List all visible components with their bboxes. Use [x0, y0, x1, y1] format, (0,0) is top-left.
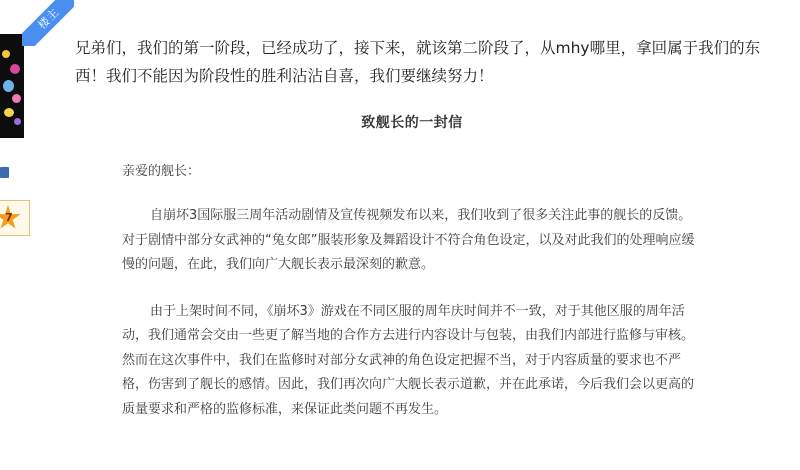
letter-title: 致舰长的一封信 [361, 115, 463, 131]
user-level-number: 7 [5, 211, 13, 224]
avatar-decoration [4, 108, 14, 117]
letter-paragraph: 由于上架时间不同，《崩坏3》游戏在不同区服的周年庆时间并不一致，对于其他区服的周年活动，我们通常会交由一些更了解当地的合作方去进行内容设计与包装，由我们内部进行监修与审核。然而在这次事件中，我们在监修时对部分女武神的角色设定把握不当，对于内容质量的要求也不严格，伤害到了舰长的感情。因此，我们再次向广大舰长表示道歉，并在此承诺，今后我们会以更高的质量要求和严格的监修标准，来保证此类问题不再发生。 [122, 303, 695, 417]
avatar-decoration [2, 50, 10, 58]
letter-paragraph: 自崩坏3国际服三周年活动剧情及宣传视频发布以来，我们收到了很多关注此事的舰长的反馈。对于剧情中部分女武神的“兔女郎”服装形象及舞蹈设计不符合角色设定，以及对此我们的处理响应缓慢的问题，在此，我们向广大舰长表示最深刻的歉意。 [122, 208, 695, 272]
floor-host-ribbon [22, 0, 74, 46]
user-info-sidebar [0, 0, 44, 470]
user-avatar[interactable] [0, 34, 24, 138]
avatar-decoration [14, 118, 21, 125]
member-badge-icon[interactable] [0, 167, 9, 178]
floor-host-label: 楼主 [22, 0, 74, 46]
post-content [75, 34, 785, 90]
avatar-decoration [3, 80, 14, 92]
post-intro-text: 兄弟们，我们的第一阶段，已经成功了，接下来，就该第二阶段了，从mhy哪里，拿回属于我们的东西！我们不能因为阶段性的胜利沾沾自喜，我们要继续努力！ [75, 39, 761, 85]
user-level-badge[interactable] [0, 200, 30, 236]
letter-greeting: 亲爱的舰长： [122, 164, 201, 179]
avatar-decoration [12, 94, 21, 103]
avatar-decoration [10, 64, 20, 74]
embedded-letter [122, 112, 722, 422]
